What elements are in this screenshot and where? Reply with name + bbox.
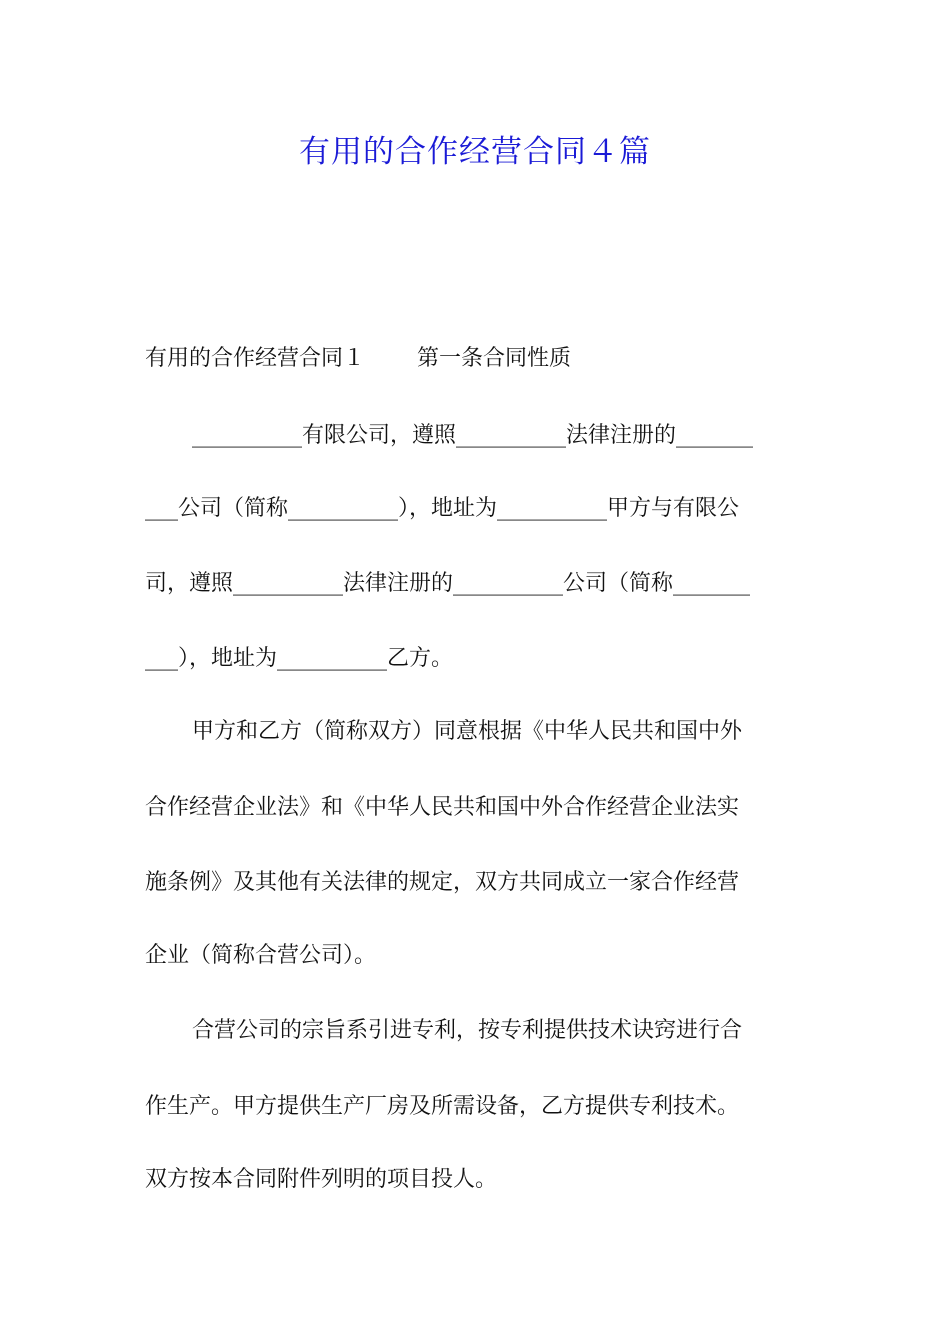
paragraph-line: 甲方和乙方（简称双方）同意根据《中华人民共和国中外 <box>192 719 743 744</box>
paragraph-line: 合作经营企业法》和《中华人民共和国中外合作经营企业法实 <box>145 795 740 820</box>
paragraph-line: ___），地址为__________乙方。 <box>145 646 454 671</box>
paragraph-line: 双方按本合同附件列明的项目投人。 <box>145 1167 498 1192</box>
document-title: 有用的合作经营合同４篇 <box>299 134 651 170</box>
paragraph-line: 司，遵照__________法律注册的__________公司（简称_______ <box>145 571 751 596</box>
paragraph-line: 合营公司的宗旨系引进专利，按专利提供技术诀窍进行合 <box>192 1018 743 1043</box>
paragraph-line: 作生产。甲方提供生产厂房及所需设备，乙方提供专利技术。 <box>145 1094 740 1119</box>
contract-name: 有用的合作经营合同１ <box>145 346 366 371</box>
paragraph-line: ___公司（简称__________），地址为__________甲方与有限公 <box>145 496 740 521</box>
article-title: 第一条合同性质 <box>417 346 572 371</box>
paragraph-line: 施条例》及其他有关法律的规定，双方共同成立一家合作经营 <box>145 870 740 895</box>
paragraph-line: 企业（简称合营公司）。 <box>145 943 377 968</box>
section-heading <box>145 344 810 374</box>
paragraph-line: __________有限公司，遵照__________法律注册的_______ <box>192 423 754 448</box>
